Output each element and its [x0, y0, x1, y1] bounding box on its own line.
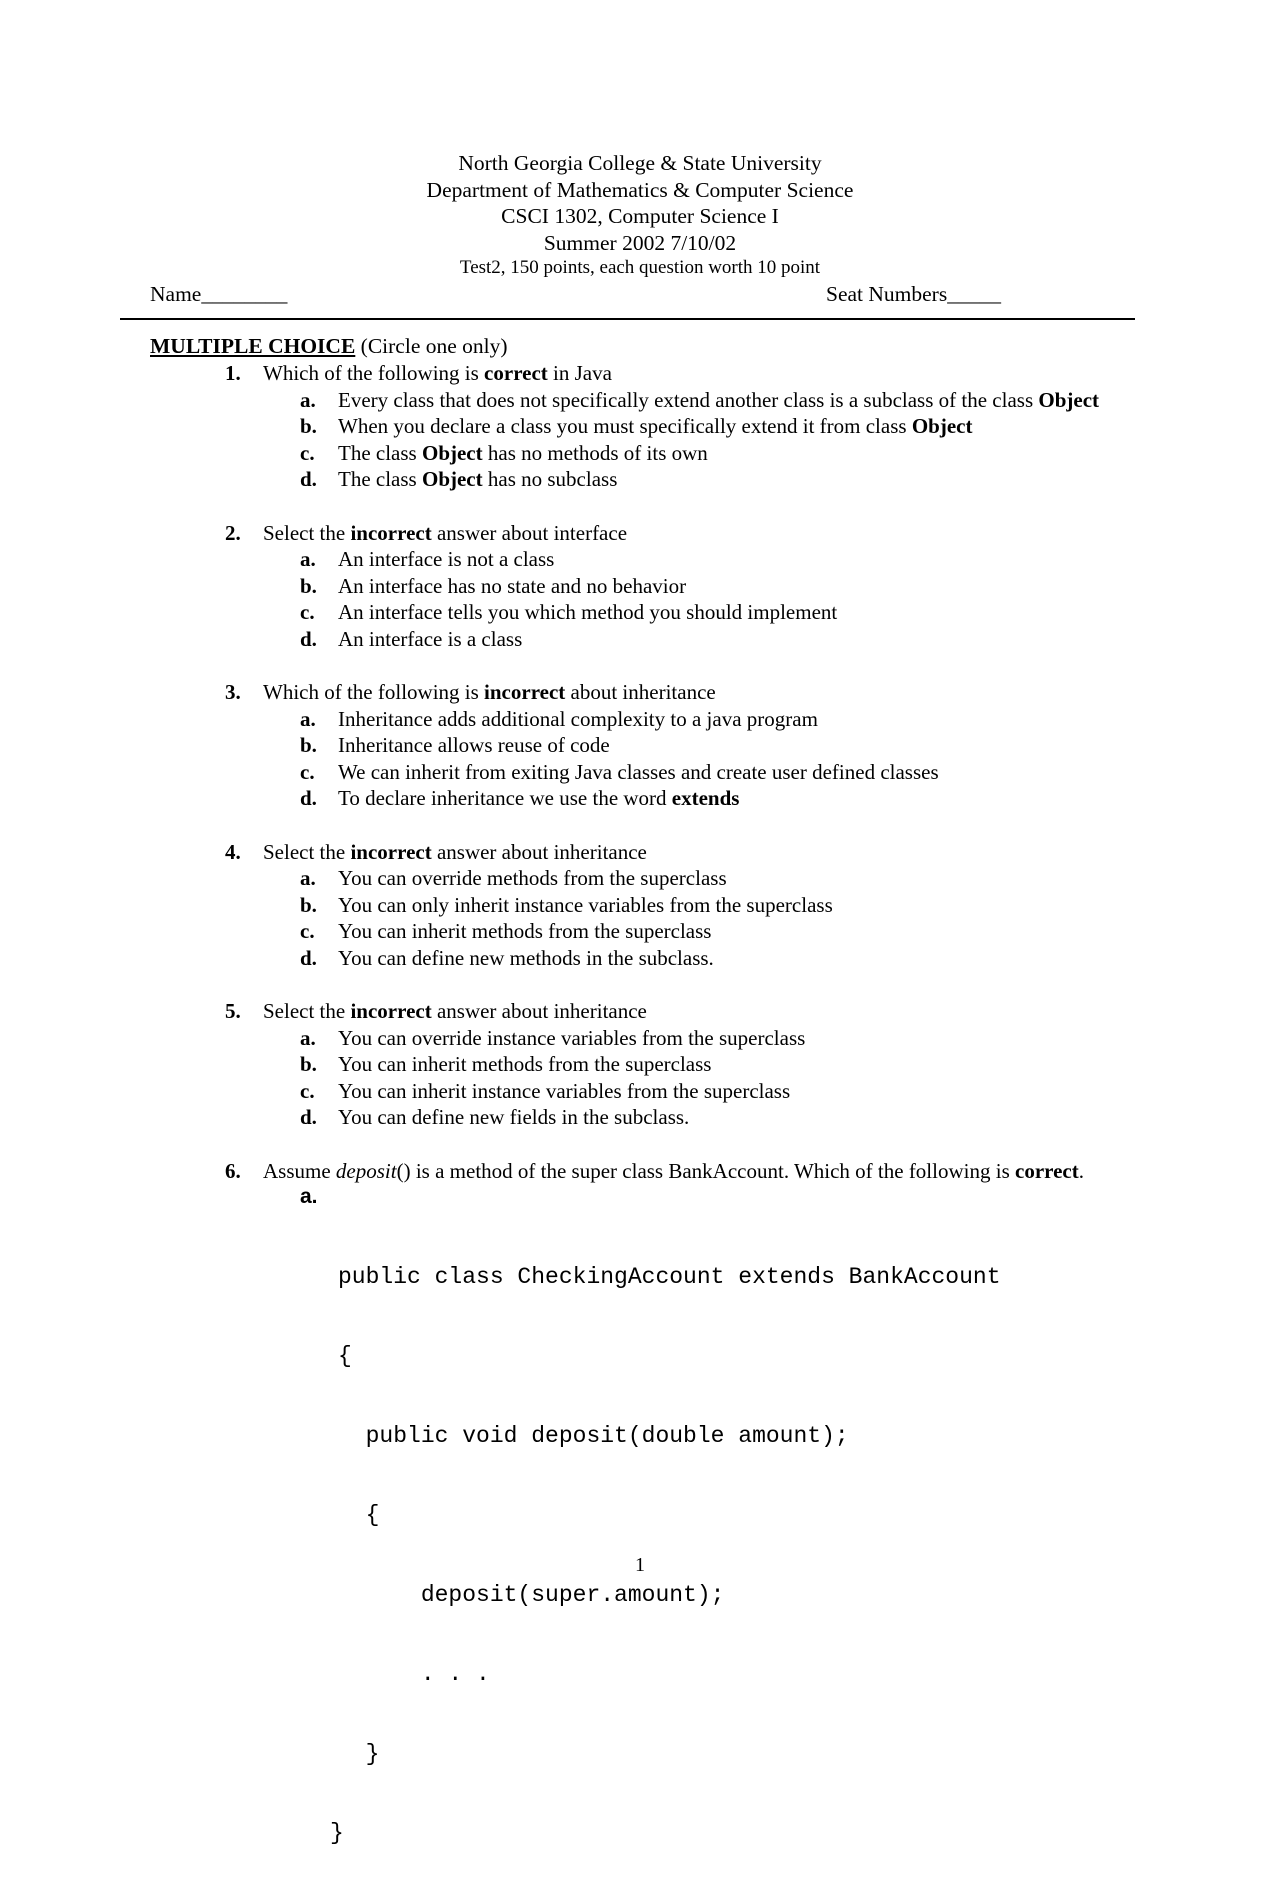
- question-number: 3.: [225, 680, 241, 704]
- option-letter: b.: [300, 733, 317, 757]
- option-text: You can override instance variables from the superclass: [338, 1025, 806, 1050]
- stem-text: Which of the following is: [263, 680, 485, 704]
- stem-text: Assume: [263, 1158, 336, 1183]
- code-line: deposit(super.amount);: [338, 1581, 725, 1608]
- stem-emphasis: incorrect: [350, 839, 432, 864]
- question-stem: [0, 520, 1280, 547]
- spacer: [0, 493, 1280, 520]
- option-d[interactable]: [0, 1104, 1280, 1131]
- stem-emphasis: correct: [484, 361, 548, 385]
- option-text: The class: [338, 467, 422, 491]
- stem-text: Select the: [263, 520, 351, 545]
- stem-text: .: [1078, 1158, 1084, 1183]
- question-number: 5.: [225, 999, 241, 1023]
- option-letter: a.: [300, 1185, 318, 1208]
- section-title: MULTIPLE CHOICE: [150, 334, 356, 358]
- option-emphasis: extends: [671, 786, 740, 810]
- question-stem: [0, 998, 1280, 1025]
- section-instruction: (Circle one only): [355, 334, 508, 358]
- spacer: [0, 1131, 1280, 1158]
- section-heading: [150, 334, 508, 359]
- option-text: Inheritance adds additional complexity to a java program: [338, 706, 818, 731]
- option-text: You can inherit instance variables from the superclass: [338, 1078, 791, 1103]
- option-text: An interface is not a class: [338, 547, 555, 571]
- option-text: has no subclass: [482, 467, 618, 491]
- question-3: [0, 679, 1280, 812]
- option-b[interactable]: [0, 413, 1280, 440]
- option-letter: a.: [300, 387, 316, 412]
- option-text: You can inherit methods from the superclass: [338, 1052, 712, 1076]
- spacer: [0, 812, 1280, 839]
- option-a-code[interactable]: [0, 1184, 1280, 1900]
- stem-text: Which of the following is: [263, 361, 485, 385]
- option-letter: d.: [300, 786, 317, 810]
- option-d[interactable]: [0, 785, 1280, 812]
- question-number: 1.: [225, 361, 241, 385]
- option-letter: b.: [300, 892, 317, 917]
- department-name: Department of Mathematics & Computer Science: [426, 177, 854, 202]
- code-line: . . .: [338, 1661, 490, 1687]
- code-line: }: [338, 1740, 380, 1767]
- option-letter: c.: [300, 759, 315, 784]
- option-text: You can only inherit instance variables from the superclass: [338, 892, 833, 917]
- stem-text: () is a method of the super class BankAccount. Which of the following is: [396, 1158, 1015, 1183]
- option-d[interactable]: [0, 626, 1280, 653]
- university-name: North Georgia College & State University: [458, 151, 822, 175]
- spacer: [0, 971, 1280, 998]
- option-b[interactable]: [0, 1051, 1280, 1078]
- option-a[interactable]: [0, 387, 1280, 414]
- stem-text: Select the: [263, 839, 351, 864]
- seat-number-field: Seat Numbers_____: [826, 282, 1001, 306]
- code-line: {: [338, 1343, 352, 1369]
- stem-text: answer about inheritance: [431, 839, 647, 864]
- question-stem: [0, 679, 1280, 706]
- question-number: 4.: [225, 839, 241, 864]
- stem-text: about inheritance: [565, 680, 716, 704]
- option-text: Every class that does not specifically extend another class is a subclass of the class: [338, 387, 1039, 412]
- option-a[interactable]: [0, 706, 1280, 733]
- option-letter: a.: [300, 1025, 316, 1050]
- option-letter: a.: [300, 866, 316, 890]
- question-number: 6.: [225, 1158, 241, 1183]
- option-text: You can inherit methods from the superclass: [338, 919, 712, 943]
- stem-emphasis: incorrect: [484, 680, 566, 704]
- question-stem: [0, 360, 1280, 387]
- option-a[interactable]: [0, 865, 1280, 892]
- stem-emphasis: incorrect: [350, 520, 432, 545]
- option-c[interactable]: [0, 759, 1280, 786]
- code-line: {: [338, 1502, 380, 1528]
- option-letter: a.: [300, 706, 316, 731]
- option-text: An interface has no state and no behavior: [338, 573, 687, 598]
- option-b[interactable]: [0, 892, 1280, 919]
- option-letter: d.: [300, 945, 317, 970]
- stem-text: Select the: [263, 999, 351, 1023]
- question-stem: [0, 839, 1280, 866]
- code-line: }: [330, 1820, 344, 1846]
- stem-method-name: deposit: [335, 1158, 397, 1183]
- option-text: has no methods of its own: [482, 440, 708, 465]
- option-a[interactable]: [0, 1025, 1280, 1052]
- option-letter: d.: [300, 467, 317, 491]
- option-emphasis: Object: [421, 440, 483, 465]
- option-text: You can override methods from the superclass: [338, 866, 727, 890]
- option-emphasis: Object: [1038, 387, 1100, 412]
- option-text: An interface tells you which method you should implement: [338, 600, 838, 624]
- question-number: 2.: [225, 520, 241, 545]
- page-number: 1: [635, 1554, 645, 1576]
- option-letter: c.: [300, 440, 315, 465]
- stem-text: answer about inheritance: [431, 999, 647, 1023]
- option-text: To declare inheritance we use the word: [338, 786, 672, 810]
- option-text: You can define new fields in the subclass.: [338, 1105, 690, 1129]
- option-c[interactable]: [0, 918, 1280, 945]
- option-b[interactable]: [0, 573, 1280, 600]
- option-text: We can inherit from exiting Java classes and create user defined classes: [338, 759, 939, 784]
- question-5: [0, 998, 1280, 1131]
- question-1: [0, 360, 1280, 493]
- stem-emphasis: correct: [1015, 1158, 1079, 1183]
- exam-header: [0, 150, 1280, 280]
- option-letter: b.: [300, 573, 317, 598]
- spacer: [0, 652, 1280, 679]
- option-letter: d.: [300, 626, 317, 651]
- question-stem: [0, 1158, 1280, 1185]
- option-b[interactable]: [0, 732, 1280, 759]
- stem-text: in Java: [547, 361, 612, 385]
- option-letter: d.: [300, 1105, 317, 1129]
- code-line: public class CheckingAccount extends BankAccount: [338, 1263, 1001, 1290]
- option-text: An interface is a class: [338, 626, 523, 651]
- question-6: [0, 1158, 1280, 1900]
- course-title: CSCI 1302, Computer Science I: [501, 204, 779, 228]
- stem-emphasis: incorrect: [350, 999, 432, 1023]
- option-a[interactable]: [0, 546, 1280, 573]
- option-letter: b.: [300, 414, 317, 438]
- option-text: Inheritance allows reuse of code: [338, 733, 610, 757]
- header-divider: [120, 318, 1135, 320]
- option-letter: c.: [300, 1078, 315, 1103]
- option-c[interactable]: [0, 440, 1280, 467]
- question-4: [0, 839, 1280, 972]
- option-letter: c.: [300, 919, 315, 943]
- question-list: [0, 360, 1280, 1900]
- option-c[interactable]: [0, 599, 1280, 626]
- test-info: Test2, 150 points, each question worth 10 point: [459, 257, 821, 278]
- stem-text: answer about interface: [431, 520, 628, 545]
- option-text: When you declare a class you must specifically extend it from class: [338, 414, 912, 438]
- code-line: public void deposit(double amount);: [338, 1422, 849, 1449]
- option-emphasis: Object: [421, 467, 483, 491]
- term-date: Summer 2002 7/10/02: [543, 230, 737, 255]
- option-c[interactable]: [0, 1078, 1280, 1105]
- option-d[interactable]: [0, 945, 1280, 972]
- name-field: Name________: [150, 282, 288, 306]
- option-text: The class: [338, 440, 422, 465]
- option-letter: b.: [300, 1052, 317, 1076]
- option-emphasis: Object: [911, 414, 973, 438]
- option-text: You can define new methods in the subclass.: [338, 945, 714, 970]
- option-letter: c.: [300, 600, 315, 624]
- option-letter: a.: [300, 547, 316, 571]
- question-2: [0, 520, 1280, 653]
- option-d[interactable]: [0, 466, 1280, 493]
